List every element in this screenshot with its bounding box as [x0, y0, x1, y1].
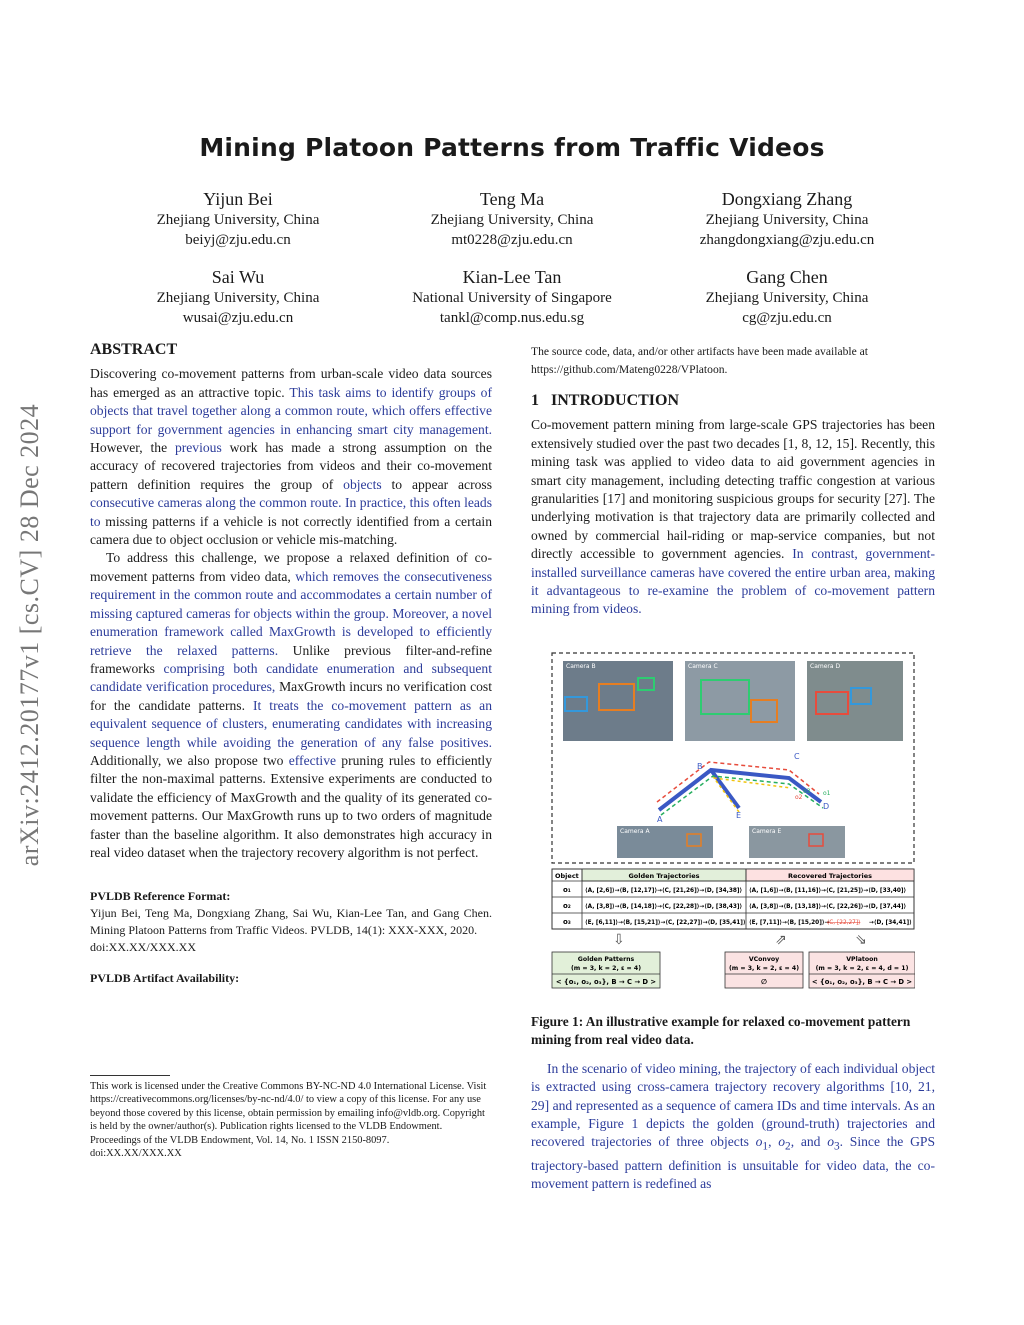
table-cell: o₃: [563, 918, 571, 926]
intro-paragraph: Co-movement pattern mining from large-scale GPS trajectories has been extensively studied over the past two decades [1, 8, 12, 15]. Recently, this mining task was applied to video data to aid government agencies in smart city management, including detecting traffic congestion at various granularities [17] and monitoring suspicious groups for security [27]. The underlying motivation is that trajectory data are primarily collected and owned by commercial hail-riding or map-service companies, but not directly accessible to government agencies. In contrast, government-installed surveillance cameras have covered the entire urban area, making it advantageous to re-examine the problem of co-movement pattern mining from videos.: [531, 417, 935, 617]
reference-format-doi: doi:XX.XX/XXX.XX: [90, 940, 196, 955]
author-affiliation: Zhejiang University, China: [705, 212, 869, 228]
author-affiliation: Zhejiang University, China: [430, 212, 594, 228]
table-header: Recovered Trajectories: [788, 872, 872, 880]
author-name: Teng Ma: [479, 189, 545, 209]
footnote-proceedings: Proceedings of the VLDB Endowment, Vol. 14, No. 1 ISSN 2150-8097.: [90, 1134, 390, 1146]
result-value: < {o₁, o₂, o₃}, B → C → D >: [811, 978, 913, 986]
reference-format-text: Yijun Bei, Teng Ma, Dongxiang Zhang, Sai Wu, Kian-Lee Tan, and Gang Chen. Mining Platoon Patterns from Traffic Videos. PVLDB, 14(1): XXX-XXX, 2020.: [90, 906, 492, 938]
camera-label: Camera D: [810, 663, 841, 670]
artifact-heading: PVLDB Artifact Availability:: [90, 971, 240, 986]
author-name: Yijun Bei: [203, 189, 273, 209]
reference-format-heading: PVLDB Reference Format:: [90, 889, 231, 904]
route-graph: [657, 762, 823, 815]
footnote: [90, 1080, 492, 1160]
right-column: [531, 343, 935, 619]
table-cell: ⟨A, [2,6]⟩→⟨B, [12,17]⟩→⟨C, [21,26]⟩→⟨D, [34,38]⟩: [585, 888, 743, 894]
table-cell: o₁: [563, 886, 571, 894]
object-label: o3: [803, 788, 811, 795]
camera-image-b: [563, 661, 673, 741]
author-email: wusai@zju.edu.cn: [182, 310, 294, 326]
node-label: B: [697, 762, 703, 771]
table-cell: ⟨E, [6,11]⟩→⟨B, [15,21]⟩→⟨C, [22,27]⟩→⟨D, [35,41]⟩: [585, 920, 746, 926]
down-arrow-icon: ⇘: [855, 932, 867, 948]
right-column-lower: [531, 1013, 935, 1193]
paper-title: Mining Platoon Patterns from Traffic Videos: [199, 133, 825, 162]
intro-paragraph: In the scenario of video mining, the trajectory of each individual object is extracted using cross-camera trajectory recovery algorithms [10, 21, 29] and represented as a sequence of camera IDs and time intervals. As an example, Figure 1 depicts the golden (ground-truth) trajectories and recovered trajectories of three objects $o_1$, $o_2$, and $o_3$. Since the GPS trajectory-based pattern definition is unsuitable for video data, the co-movement pattern is redefined as: [531, 1060, 936, 1191]
table-cell: o₂: [563, 902, 571, 910]
footnote-license: This work is licensed under the Creative Commons BY-NC-ND 4.0 International License. Visit https://creativecommons.org/licenses/by-nc-nd/4.0/ to view a copy of this license. For any use beyond those covered by this license, obtain permission by emailing info@vldb.org. Copyright is held by the owner/author(s). Publication rights licensed to the VLDB Endowment.: [90, 1081, 487, 1133]
camera-label: Camera B: [566, 663, 596, 670]
left-column: [90, 341, 492, 987]
result-value: ∅: [761, 978, 767, 986]
author-affiliation: National University of Singapore: [412, 290, 612, 306]
artifact-text: The source code, data, and/or other artifacts have been made available at https://github.com/Mateng0228/VPlatoon.: [531, 345, 869, 376]
author-name: Sai Wu: [211, 267, 265, 287]
author-email: tankl@comp.nus.edu.sg: [439, 310, 585, 326]
footnote-rule: [90, 1075, 170, 1076]
node-label: D: [823, 802, 830, 811]
author-block: [88, 188, 388, 250]
camera-image-d: [807, 661, 903, 741]
footnote-doi: doi:XX.XX/XXX.XX: [90, 1148, 182, 1160]
result-params: (m = 3, k = 2, ε = 4): [570, 965, 642, 972]
abstract-paragraph: To address this challenge, we propose a relaxed definition of co-movement patterns from video data, which removes the consecutiveness requirement in the common route and accommodates a certain number of missing captured cameras for objects within the group. Moreover, a novel enumeration framework called MaxGrowth is developed to efficiently retrieve the relaxed patterns. Unlike previous filter-and-refine frameworks comprising both candidate enumeration and subsequent candidate verification procedures, MaxGrowth incurs no verification cost for the candidate patterns. It treats the co-movement pattern as an equivalent sequence of clusters, enumerating candidates with increasing sequence length while avoiding the generation of any false positives. Additionally, we also propose two effective pruning rules to efficiently filter the non-maximal patterns. Extensive experiments are conducted to validate the efficiency of MaxGrowth and the quality of its generated co-movement patterns. Our MaxGrowth runs up to two orders of magnitude faster than the baseline algorithm. It also demonstrates high accuracy in real video dataset when the trajectory recovery algorithm is not perfect.: [90, 550, 493, 860]
author-block: [637, 266, 937, 328]
table-cell-strike: ⟨C, [22,27]⟩: [827, 920, 861, 926]
abstract-paragraph: Discovering co-movement patterns from urban-scale video data sources has emerged as an attractive topic. This task aims to identify groups of objects that travel together along a common route, which offers effective support for government agencies in enhancing smart city management. However, the previous work has made a strong assumption on the accuracy of recovered trajectories from videos and their co-movement pattern definition requires the group of objects to appear across consecutive cameras along the common route. In practice, this often leads to missing patterns if a vehicle is not correctly identified from a certain camera due to object occlusion or vehicle mis-matching.: [90, 366, 492, 548]
result-title: VConvoy: [748, 956, 780, 963]
down-arrow-icon: ⇩: [613, 932, 625, 948]
result-value: < {o₁, o₂, o₃}, B → C → D >: [555, 978, 657, 986]
author-name: Gang Chen: [746, 267, 828, 287]
table-header: Golden Trajectories: [628, 872, 700, 880]
author-email: mt0228@zju.edu.cn: [451, 232, 573, 248]
down-arrow-icon: ⇗: [775, 932, 787, 948]
author-affiliation: Zhejiang University, China: [156, 290, 320, 306]
camera-image-c: [685, 661, 795, 741]
camera-label: Camera C: [688, 663, 718, 670]
table-header: Object: [555, 872, 579, 880]
table-cell: ⟨A, [3,8]⟩→⟨B, [13,18]⟩→⟨C, [22,26]⟩→⟨D, [37,44]⟩: [749, 904, 907, 910]
figure-caption: Figure 1: An illustrative example for relaxed co-movement pattern mining from real video data.: [531, 1014, 911, 1048]
figure-svg: [551, 652, 915, 990]
node-label: C: [794, 752, 800, 761]
result-params: (m = 3, k = 2, ε = 4, d = 1): [815, 965, 909, 972]
author-affiliation: Zhejiang University, China: [156, 212, 320, 228]
figure-1: [551, 652, 915, 990]
author-block: [362, 266, 662, 328]
author-email: zhangdongxiang@zju.edu.cn: [699, 232, 875, 248]
author-email: cg@zju.edu.cn: [742, 310, 832, 326]
result-title: Golden Patterns: [577, 956, 635, 963]
result-title: VPlatoon: [846, 956, 878, 963]
author-affiliation: Zhejiang University, China: [705, 290, 869, 306]
table-cell: ⟨E, [7,11]⟩→⟨B, [15,20]⟩→: [749, 920, 830, 926]
author-block: [637, 188, 937, 250]
object-label: o2: [795, 794, 803, 801]
table-cell: →⟨D, [34,41]⟩: [869, 920, 912, 926]
result-params: (m = 3, k = 2, ε = 4): [728, 965, 800, 972]
author-email: beiyj@zju.edu.cn: [185, 232, 291, 248]
author-block: [362, 188, 662, 250]
author-block: [88, 266, 388, 328]
node-label: E: [736, 811, 742, 820]
camera-label: Camera A: [620, 828, 650, 835]
author-name: Dongxiang Zhang: [721, 189, 853, 209]
camera-label: Camera E: [752, 828, 782, 835]
node-label: A: [657, 815, 663, 824]
author-name: Kian-Lee Tan: [462, 267, 562, 287]
object-label: o1: [823, 790, 831, 797]
table-cell: ⟨A, [1,6]⟩→⟨B, [11,16]⟩→⟨C, [21,25]⟩→⟨D, [33,40]⟩: [749, 888, 907, 894]
table-cell: ⟨A, [3,8]⟩→⟨B, [14,18]⟩→⟨C, [22,28]⟩→⟨D, [38,43]⟩: [585, 904, 743, 910]
intro-heading: 1 INTRODUCTION: [531, 392, 680, 409]
arxiv-identifier: arXiv:2412.20177v1 [cs.CV] 28 Dec 2024: [15, 403, 44, 867]
abstract-heading: ABSTRACT: [90, 341, 178, 358]
